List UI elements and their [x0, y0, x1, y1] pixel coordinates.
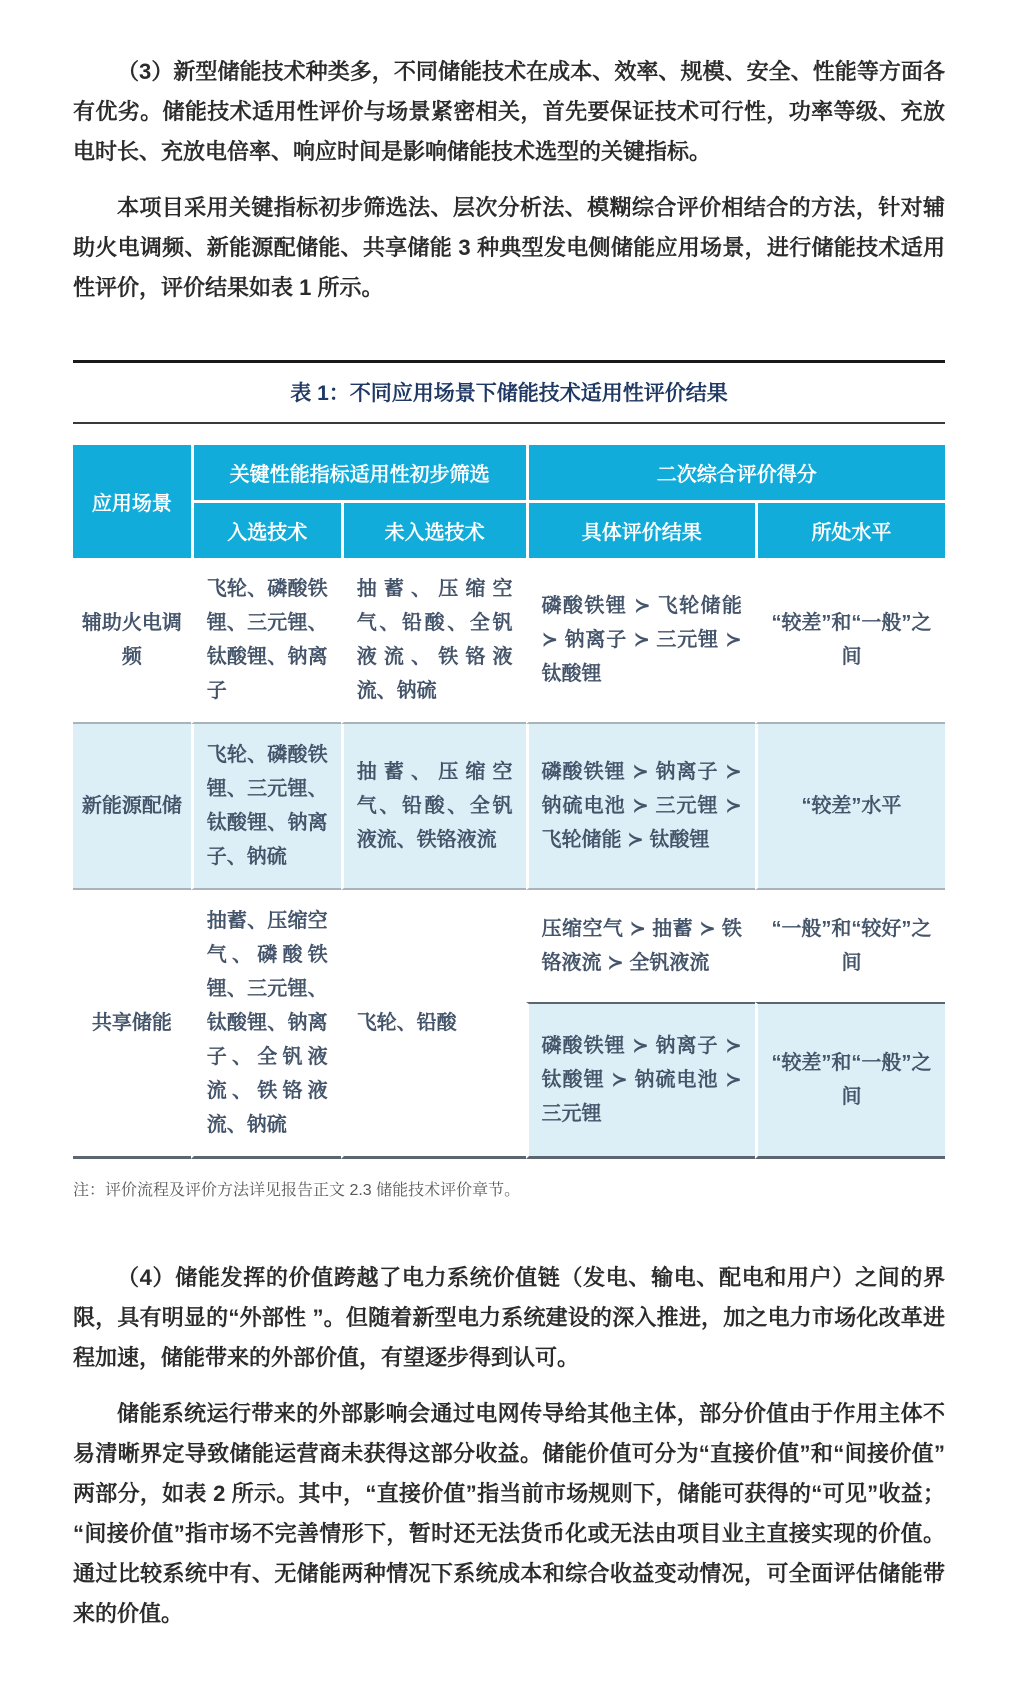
- cell-selected-tech: 抽蓄、压缩空气、磷酸铁锂、三元锂、钛酸锂、钠离子、全钒液流、铁铬液流、钠硫: [191, 890, 341, 1159]
- cell-level: “较差”水平: [755, 724, 945, 890]
- cell-not-selected-tech: 抽蓄、压缩空气、铅酸、全钒液流、铁铬液流、钠硫: [341, 558, 526, 724]
- table1-title: 表 1：不同应用场景下储能技术适用性评价结果: [73, 360, 945, 424]
- cell-scenario: 新能源配储: [73, 724, 191, 890]
- paragraph-method-intro: 本项目采用关键指标初步筛选法、层次分析法、模糊综合评价相结合的方法，针对辅助火电调频、新能源配储能、共享储能 3 种典型发电侧储能应用场景，进行储能技术适用性评价，评价结果如表 1 所示。: [73, 195, 945, 300]
- paragraph-item-3: （3）新型储能技术种类多，不同储能技术在成本、效率、规模、安全、性能等方面各有优劣。储能技术适用性评价与场景紧密相关，首先要保证技术可行性，功率等级、充放电时长、充放电倍率、响应时间是影响储能技术选型的关键指标。: [73, 59, 945, 164]
- cell-evaluation-result: 磷酸铁锂 ≻ 飞轮储能 ≻ 钠离子 ≻ 三元锂 ≻ 钛酸锂: [526, 558, 755, 724]
- table1-header-scenario: 应用场景: [73, 445, 191, 558]
- cell-level: “较差”和“一般”之间: [755, 558, 945, 724]
- table1-header-group-score: 二次综合评价得分: [526, 445, 945, 503]
- paragraph-item-4: （4）储能发挥的价值跨越了电力系统价值链（发电、输电、配电和用户）之间的界限，具有明显的“外部性 ”。但随着新型电力系统建设的深入推进，加之电力市场化改革进程加速，储能带来的外部价值，有望逐步得到认可。: [73, 1265, 945, 1370]
- table1-applicability-evaluation: [73, 445, 945, 1159]
- table-row-renewable-storage: [73, 724, 945, 890]
- cell-scenario: 辅助火电调频: [73, 558, 191, 724]
- cell-selected-tech: 飞轮、磷酸铁锂、三元锂、钛酸锂、钠离子: [191, 558, 341, 724]
- table1-header-level: 所处水平: [755, 503, 945, 558]
- cell-selected-tech: 飞轮、磷酸铁锂、三元锂、钛酸锂、钠离子、钠硫: [191, 724, 341, 890]
- cell-evaluation-result: 磷酸铁锂 ≻ 钠离子 ≻ 钛酸锂 ≻ 钠硫电池 ≻ 三元锂: [526, 1002, 755, 1159]
- cell-not-selected-tech: 飞轮、铅酸: [341, 890, 526, 1159]
- cell-evaluation-result: 压缩空气 ≻ 抽蓄 ≻ 铁铬液流 ≻ 全钒液流: [526, 890, 755, 1002]
- table1-header-evaluation-result: 具体评价结果: [526, 503, 755, 558]
- cell-not-selected-tech: 抽蓄、压缩空气、铅酸、全钒液流、铁铬液流: [341, 724, 526, 890]
- paragraph-value-explanation: 储能系统运行带来的外部影响会通过电网传导给其他主体，部分价值由于作用主体不易清晰界定导致储能运营商未获得这部分收益。储能价值可分为“直接价值”和“间接价值”两部分，如表 2 所示。其中，“直接价值”指当前市场规则下，储能可获得的“可见”收益；“间接价值”指市场不完善情形下，暂时还无法货币化或无法由项目业主直接实现的价值。通过比较系统中有、无储能两种情况下系统成本和综合收益变动情况，可全面评估储能带来的价值。: [73, 1401, 945, 1626]
- table1-header-not-selected-tech: 未入选技术: [341, 503, 526, 558]
- table-row-thermal-frequency: [73, 558, 945, 724]
- cell-level: “较差”和“一般”之间: [755, 1002, 945, 1159]
- table1-header-selected-tech: 入选技术: [191, 503, 341, 558]
- cell-scenario: 共享储能: [73, 890, 191, 1159]
- table1-header-group-screening: 关键性能指标适用性初步筛选: [191, 445, 526, 503]
- cell-evaluation-result: 磷酸铁锂 ≻ 钠离子 ≻ 钠硫电池 ≻ 三元锂 ≻ 飞轮储能 ≻ 钛酸锂: [526, 724, 755, 890]
- table1-header: [73, 445, 945, 558]
- table-row-shared-storage: [73, 890, 945, 1002]
- table1-footnote: 注：评价流程及评价方法详见报告正文 2.3 储能技术评价章节。: [73, 1182, 521, 1199]
- cell-level: “一般”和“较好”之间: [755, 890, 945, 1002]
